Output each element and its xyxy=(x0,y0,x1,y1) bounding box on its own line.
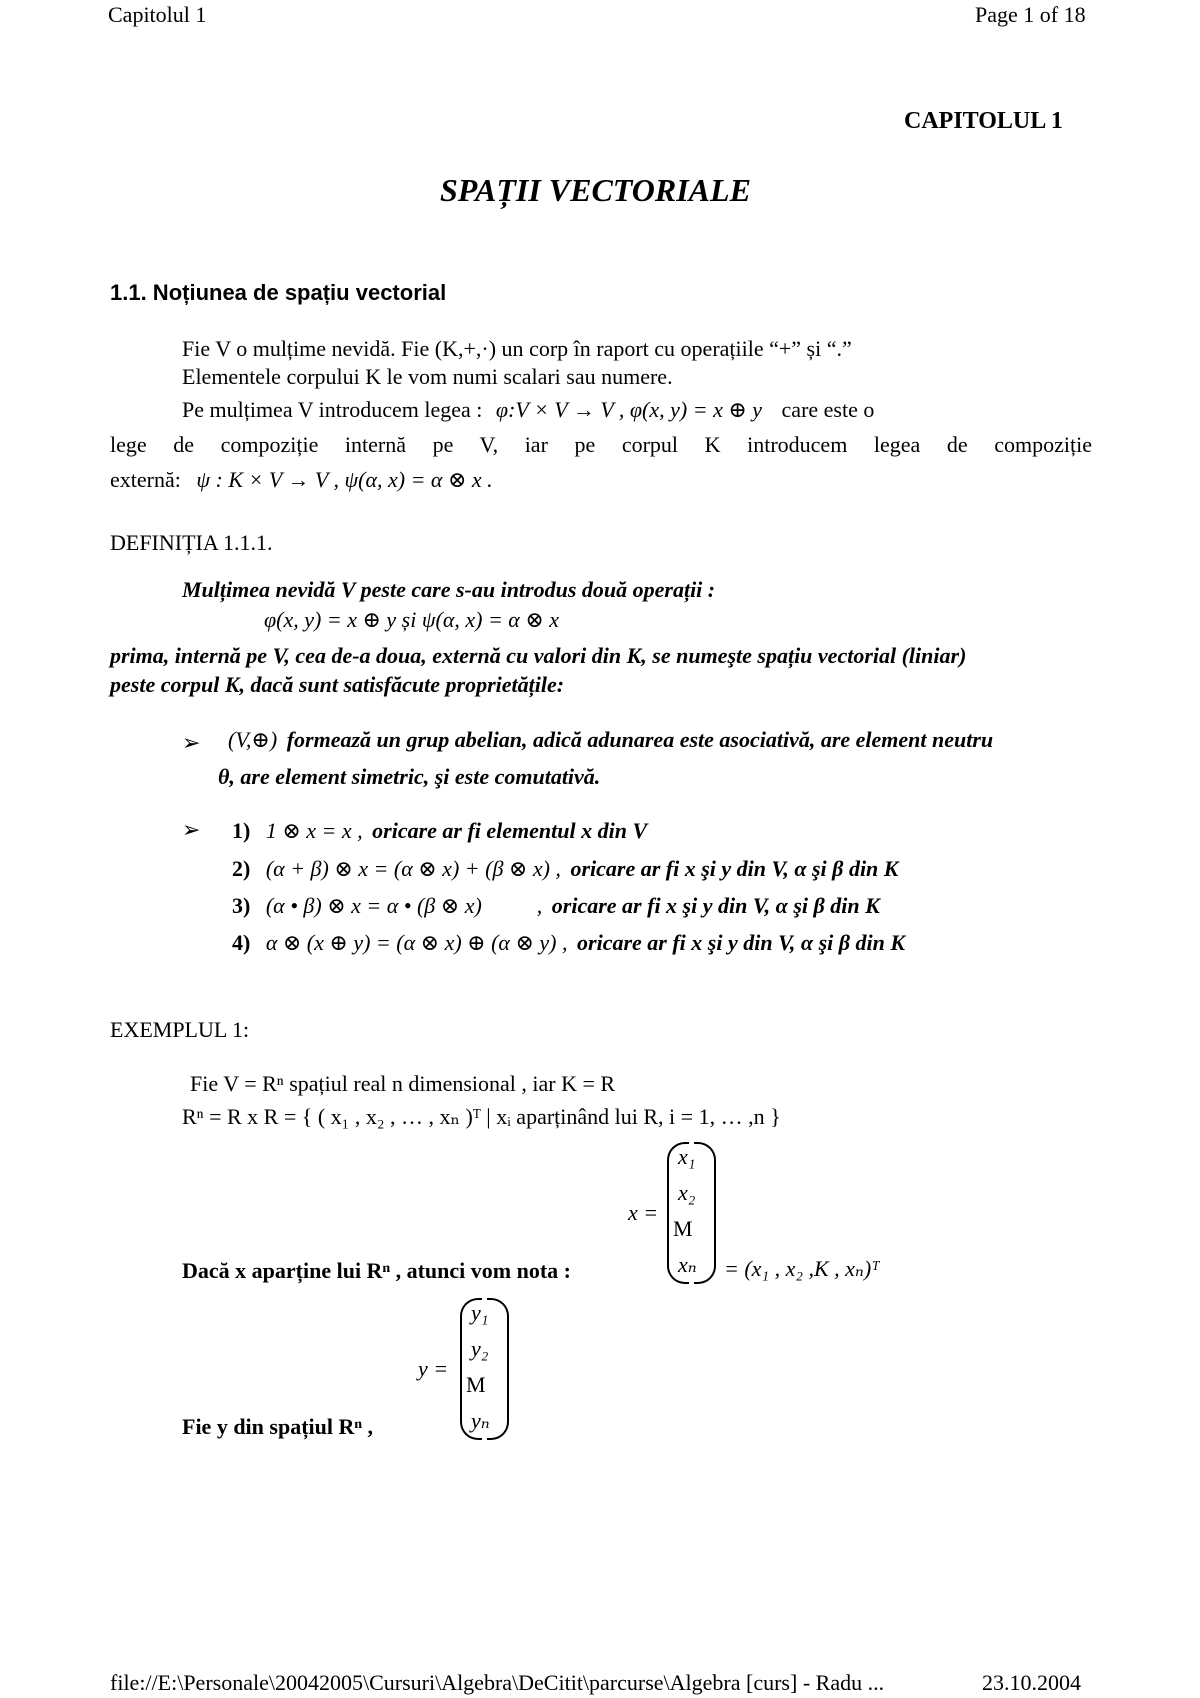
x-vector-lhs: x = xyxy=(628,1200,659,1225)
y-vector-element: y₁ xyxy=(471,1300,489,1325)
intro-line-3 xyxy=(182,397,874,423)
example-line-2: Rⁿ = R x R = { ( x₁ , x₂ , … , xₙ )ᵀ | xᵢ aparținând lui R, i = 1, … ,n } xyxy=(182,1104,781,1129)
intro-line-4: lege de compoziție internă pe V, iar pe corpul K introducem legea de compoziție xyxy=(110,432,1092,457)
definition-line-1: Mulțimea nevidă V peste care s-au introdus două operații : xyxy=(182,577,716,602)
example-line-4: Fie y din spațiul Rⁿ , xyxy=(182,1414,374,1439)
phi-law-formula: φ:V × V → V , φ(x, y) = x ⊕ y xyxy=(495,397,763,422)
axiom-number: 2) xyxy=(232,856,251,881)
axiom-2 xyxy=(232,856,898,882)
x-vector-element: M xyxy=(673,1216,693,1241)
header-page-number: Page 1 of 18 xyxy=(975,2,1086,27)
bullet-icon: ➢ xyxy=(182,730,201,755)
intro-line-3-end: care este o xyxy=(781,397,875,422)
definition-line-2: prima, internă pe V, cea de-a doua, externă cu valori din K, se numeşte spațiu vectorial (liniar) xyxy=(110,643,967,668)
axiom-number: 4) xyxy=(232,930,251,955)
x-vector-element: xₙ xyxy=(678,1252,697,1277)
y-vector-element: M xyxy=(466,1372,486,1397)
x-vector-transpose: = (x₁ , x₂ ,K , xₙ)ᵀ xyxy=(724,1256,880,1281)
x-vector-element: x₂ xyxy=(678,1180,696,1205)
axiom-3 xyxy=(232,893,880,919)
axiom-number: 3) xyxy=(232,893,251,918)
intro-line-5-text: externă: xyxy=(110,467,181,492)
y-vector-lhs: y = xyxy=(418,1356,449,1381)
bullet-icon: ➢ xyxy=(182,817,201,842)
chapter-label: CAPITOLUL 1 xyxy=(904,108,1063,134)
axiom-formula: α ⊗ (x ⊕ y) = (α ⊗ x) ⊕ (α ⊗ y) , xyxy=(265,930,568,955)
footer-file-path: file://E:\Personale\20042005\Cursuri\Algebra\DeCitit\parcurse\Algebra [curs] - Radu ... xyxy=(110,1670,885,1695)
right-paren-icon xyxy=(487,1298,509,1440)
intro-line-2: Elementele corpului K le vom numi scalari sau numere. xyxy=(182,364,673,389)
axiom-formula: 1 ⊗ x = x , xyxy=(265,818,363,843)
right-paren-icon xyxy=(694,1142,716,1284)
axiom-formula: (α • β) ⊗ x = α • (β ⊗ x) , xyxy=(265,893,543,918)
intro-line-1: Fie V o mulțime nevidă. Fie (K,+,·) un corp în raport cu operațiile “+” și “.” xyxy=(182,336,852,361)
property-1 xyxy=(228,727,993,753)
axiom-text: oricare ar fi x şi y din V, α şi β din K xyxy=(551,893,880,918)
y-vector-element: y₂ xyxy=(471,1336,489,1361)
axiom-text: oricare ar fi elementul x din V xyxy=(372,818,648,843)
axiom-1 xyxy=(232,818,647,844)
example-line-1: Fie V = Rⁿ spațiul real n dimensional , iar K = R xyxy=(190,1071,616,1096)
intro-line-3-text: Pe mulțimea V introducem legea : xyxy=(182,397,483,422)
property-1-text: formează un grup abelian, adică adunarea este asociativă, are element neutru xyxy=(286,727,994,752)
axiom-4 xyxy=(232,930,905,956)
axiom-formula: (α + β) ⊗ x = (α ⊗ x) + (β ⊗ x) , xyxy=(265,856,561,881)
example-label: EXEMPLUL 1: xyxy=(110,1017,250,1042)
header-chapter: Capitolul 1 xyxy=(108,2,207,27)
definition-line-3: peste corpul K, dacă sunt satisfăcute proprietățile: xyxy=(110,672,565,697)
section-heading: 1.1. Noțiunea de spațiu vectorial xyxy=(110,280,447,305)
intro-line-5 xyxy=(110,467,493,493)
example-line-3: Dacă x aparține lui Rⁿ , atunci vom nota : xyxy=(182,1258,571,1283)
psi-law-formula: ψ : K × V → V , ψ(α, x) = α ⊗ x . xyxy=(196,467,493,492)
group-formula: (V,⊕) xyxy=(228,727,278,752)
page-title: SPAȚII VECTORIALE xyxy=(440,172,751,208)
property-1-line-2: θ, are element simetric, şi este comutativă. xyxy=(218,764,601,789)
definition-formula: φ(x, y) = x ⊕ y și ψ(α, x) = α ⊗ x xyxy=(264,607,560,632)
y-vector-element: yₙ xyxy=(471,1408,490,1433)
axiom-text: oricare ar fi x şi y din V, α şi β din K xyxy=(577,930,906,955)
x-vector-element: x₁ xyxy=(678,1144,696,1169)
axiom-text: oricare ar fi x şi y din V, α şi β din K xyxy=(570,856,899,881)
definition-label: DEFINIȚIA 1.1.1. xyxy=(110,530,273,555)
footer-date: 23.10.2004 xyxy=(982,1670,1081,1695)
axiom-number: 1) xyxy=(232,818,251,843)
